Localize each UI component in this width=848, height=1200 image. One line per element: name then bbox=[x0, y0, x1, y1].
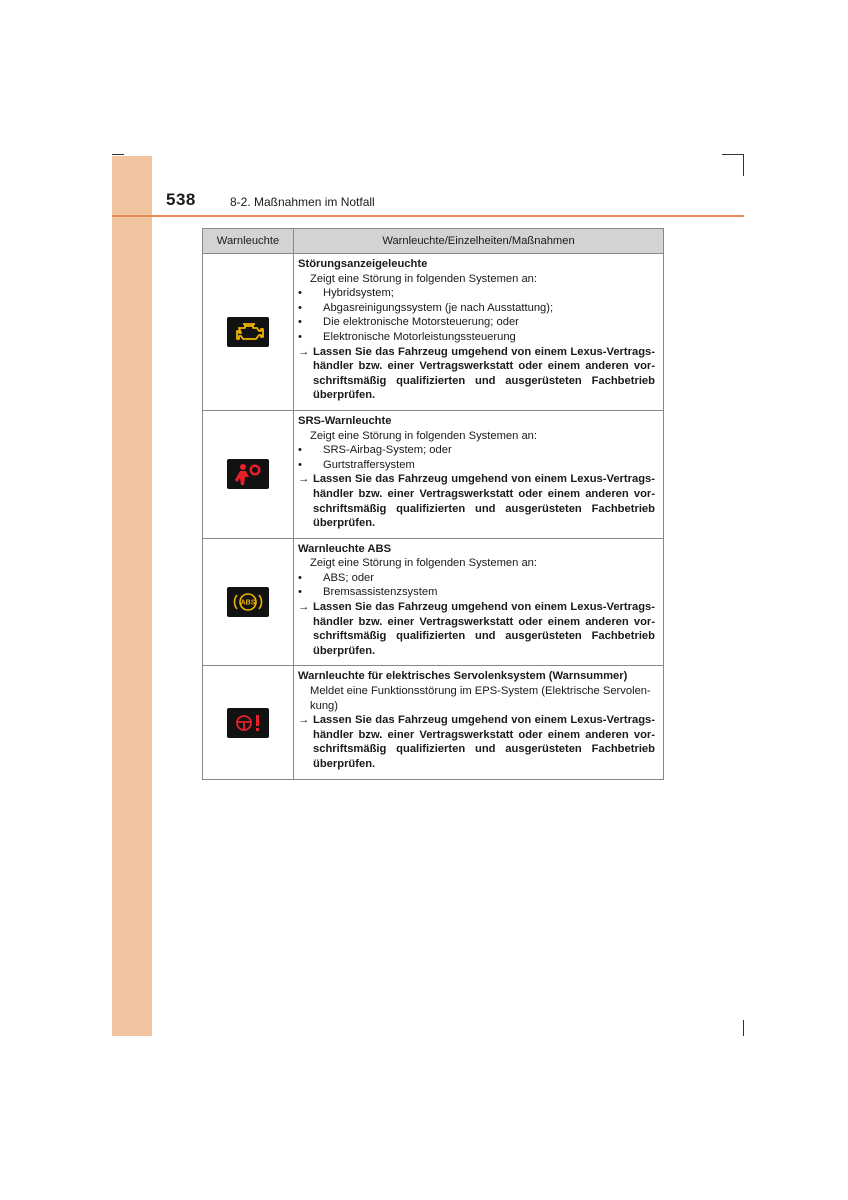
arrow-icon: → bbox=[298, 473, 310, 486]
crop-mark bbox=[743, 154, 744, 176]
list-item: • SRS-Airbag-System; oder bbox=[298, 444, 452, 457]
icon-cell bbox=[203, 254, 294, 411]
row-intro: Meldet eine Funktionsstörung im EPS-System (Elektrische Servolen-kung) bbox=[310, 685, 651, 712]
list-item: • Die elektronische Motorsteuerung; oder bbox=[298, 316, 519, 329]
header-rule bbox=[112, 215, 744, 217]
row-intro: Zeigt eine Störung in folgenden Systemen an: bbox=[310, 272, 538, 285]
list-item: • ABS; oder bbox=[298, 571, 374, 584]
table-row bbox=[203, 254, 664, 411]
engine-check-icon bbox=[227, 317, 269, 347]
action-text: → Lassen Sie das Fahrzeug umgehend von einem Lexus-Vertrags-händler bzw. einer Vertragswerkstatt oder einem anderen vor-schriftsmäßig qualifizierten und ausgerüsteten Fachbetrieb überprüfen. bbox=[298, 601, 655, 657]
svg-text:ABS: ABS bbox=[240, 599, 256, 607]
arrow-icon: → bbox=[298, 601, 310, 614]
column-header-warning-light: Warnleuchte bbox=[203, 229, 294, 254]
list-item: • Abgasreinigungssystem (je nach Ausstattung); bbox=[298, 301, 554, 314]
details-cell bbox=[294, 666, 664, 779]
list-item: • Gurtstraffersystem bbox=[298, 458, 415, 471]
arrow-icon: → bbox=[298, 714, 310, 727]
page-number: 538 bbox=[166, 190, 196, 209]
details-cell bbox=[294, 538, 664, 666]
row-title: Warnleuchte ABS bbox=[298, 542, 392, 555]
steering-wheel-warning-icon bbox=[227, 708, 269, 738]
airbag-icon bbox=[227, 459, 269, 489]
action-text: → Lassen Sie das Fahrzeug umgehend von einem Lexus-Vertrags-händler bzw. einer Vertragswerkstatt oder einem anderen vor-schriftsmäßig qualifizierten und ausgerüsteten Fachbetrieb überprüfen. bbox=[298, 714, 655, 770]
list-item: • Bremsassistenzsystem bbox=[298, 586, 438, 599]
crop-mark bbox=[722, 154, 744, 155]
warning-light-table bbox=[202, 228, 664, 780]
crop-mark bbox=[112, 154, 124, 155]
list-item: • Elektronische Motorleistungssteuerung bbox=[298, 330, 516, 343]
column-header-details: Warnleuchte/Einzelheiten/Maßnahmen bbox=[294, 229, 664, 254]
row-intro: Zeigt eine Störung in folgenden Systemen an: bbox=[310, 557, 538, 570]
table-row bbox=[203, 410, 664, 538]
row-intro: Zeigt eine Störung in folgenden Systemen an: bbox=[310, 429, 538, 442]
crop-mark bbox=[743, 1020, 744, 1036]
action-text: → Lassen Sie das Fahrzeug umgehend von einem Lexus-Vertrags-händler bzw. einer Vertragswerkstatt oder einem anderen vor-schriftsmäßig qualifizierten und ausgerüsteten Fachbetrieb überprüfen. bbox=[298, 345, 655, 402]
row-title: SRS-Warnleuchte bbox=[298, 414, 392, 427]
row-title: Warnleuchte für elektrisches Servolenksystem (Warnsummer) bbox=[298, 670, 628, 683]
icon-cell bbox=[203, 538, 294, 666]
icon-cell bbox=[203, 410, 294, 538]
row-title: Störungsanzeigeleuchte bbox=[298, 258, 428, 270]
list-item: • Hybridsystem; bbox=[298, 287, 394, 300]
section-title: 8-2. Maßnahmen im Notfall bbox=[230, 195, 375, 209]
table-header-row bbox=[203, 229, 664, 254]
chapter-side-tab bbox=[112, 156, 152, 1036]
details-cell bbox=[294, 410, 664, 538]
action-text: → Lassen Sie das Fahrzeug umgehend von einem Lexus-Vertrags-händler bzw. einer Vertragswerkstatt oder einem anderen vor-schriftsmäßig qualifizierten und ausgerüsteten Fachbetrieb überprüfen. bbox=[298, 473, 655, 530]
abs-icon bbox=[227, 587, 269, 617]
details-cell bbox=[294, 254, 664, 411]
arrow-icon: → bbox=[298, 345, 310, 358]
table-row bbox=[203, 666, 664, 779]
icon-cell bbox=[203, 666, 294, 779]
table-row bbox=[203, 538, 664, 666]
